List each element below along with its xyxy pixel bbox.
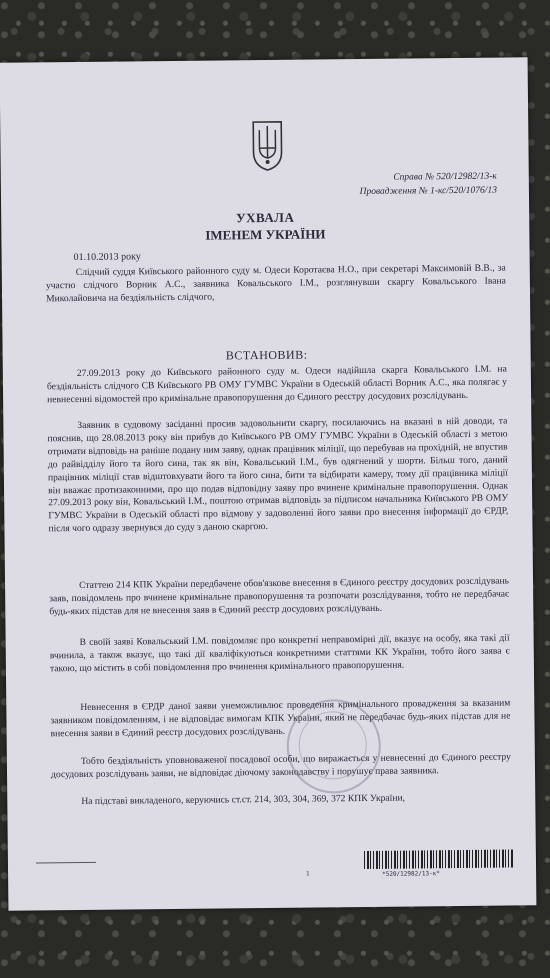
official-seal-inner-ring: [298, 711, 367, 780]
case-number: Справа № 520/12982/13-к: [393, 171, 497, 183]
paragraph-7: На підставі викладеного, керуючись ст.ст. 214, 303, 304, 369, 372 КПК України,: [81, 792, 406, 807]
paragraph-2: Заявник в судовому засіданні просив задовольнити скаргу, посилаючись на вказані в ній доводи, та пояснив, що 28.08.2013 року він прибув до Київського РВ ОМУ ГУМВС України в Одеській області з метою отримати відповідь на раніше подану ним заяву, однак працівник міліції, що перебував на прохідній, не впустив до райвідділу його та його сина, так як він, Ковальський І.М., був одягнений у шорти. Більш того, даний працівник міліції став відштовхувати його та його сина, бити та відбирати камеру, тому дії працівника міліції він вважає протизаконними, про що подав відповідну заяву про вчинене кримінальне правопорушення. Однак 27.09.2013 року він, Ковальський І.М., поштою отримав відповідь за підписом начальника Київського РВ ОМУ ГУМВС України в Одеській області про відмову у задоволенні його заяви про внесення інформації до ЄРДР, після чого одразу звернувся до суду з даною скаргою.: [47, 415, 509, 535]
document-page: [0, 57, 536, 910]
paragraph-3: Статтею 214 КПК України передбачене обов'язкове внесення в Єдиного реєстру досудових розслідувань заяв, повідомлень про вчинене кримінальне правопорушення та розпочати розслідування, тобто не передбачає будь-яких підстав для не внесення заяв в Єдиний реєстр досудових розслідувань.: [49, 575, 510, 618]
footnote-divider: [36, 862, 96, 864]
paragraph-1: 27.09.2013 року до Київського районного суду м. Одеси надійшла скарга Ковальського І.М. на бездіяльність слідчого СВ Київського РВ ОМУ ГУМВС України в Одеській області Ворник А.С., яка полягає у невнесенні відомостей про кримінальне правопорушення до Єдиного реєстру досудових розслідувань.: [46, 363, 508, 406]
barcode-number: *520/12982/13-к*: [382, 870, 440, 878]
trident-emblem-icon: [250, 118, 285, 172]
proceeding-number: Провадження № 1-кс/520/1076/13: [359, 185, 497, 198]
section-heading: ВСТАНОВИВ:: [225, 347, 308, 363]
document-title: УХВАЛА: [236, 209, 295, 226]
page-number: 1: [306, 869, 310, 878]
paragraph-6: Тобто бездіяльність уповноваженої посадової особи, що виражається у невнесенні до Єдиного реєстру досудових розслідувань заяви, не відповідає діючому законодавству і порушує права заявника.: [50, 751, 511, 781]
barcode-icon: [364, 849, 514, 869]
intro-paragraph: Слідчий суддя Київського районного суду м. Одеси Коротаєва Н.О., при секретарі Максимовій В.В., за участю слідчого Ворник А.С., заявника Ковальського І.М., розглянувши скаргу Ковальського Івана Миколайовича на бездіяльність слідчого,: [45, 262, 506, 305]
document-subtitle: ІМЕНЕМ УКРАЇНИ: [205, 226, 326, 243]
paragraph-4: В своїй заяві Ковальський І.М. повідомляє про конкретні неправомірні дії, вказує на особу, яка такі дії вчинила, а також вказує, що такі дії кваліфікуються конкретними статтями КК України, тобто його заява є такою, що містить в собі повідомлення про вчинення кримінального правопорушення.: [49, 632, 510, 675]
document-date: 01.10.2013 року: [73, 251, 141, 264]
case-numbers: [359, 170, 497, 199]
paragraph-5: Невнесення в ЄРДР даної заяви унеможливлює проведення кримінального провадження за вказаним заявником повідомленням, і не відповідає вимогам КПК України, який не передбачає будь-яких підстав для не внесення заяви в Єдиний реєстр досудових розслідувань.: [50, 697, 511, 740]
